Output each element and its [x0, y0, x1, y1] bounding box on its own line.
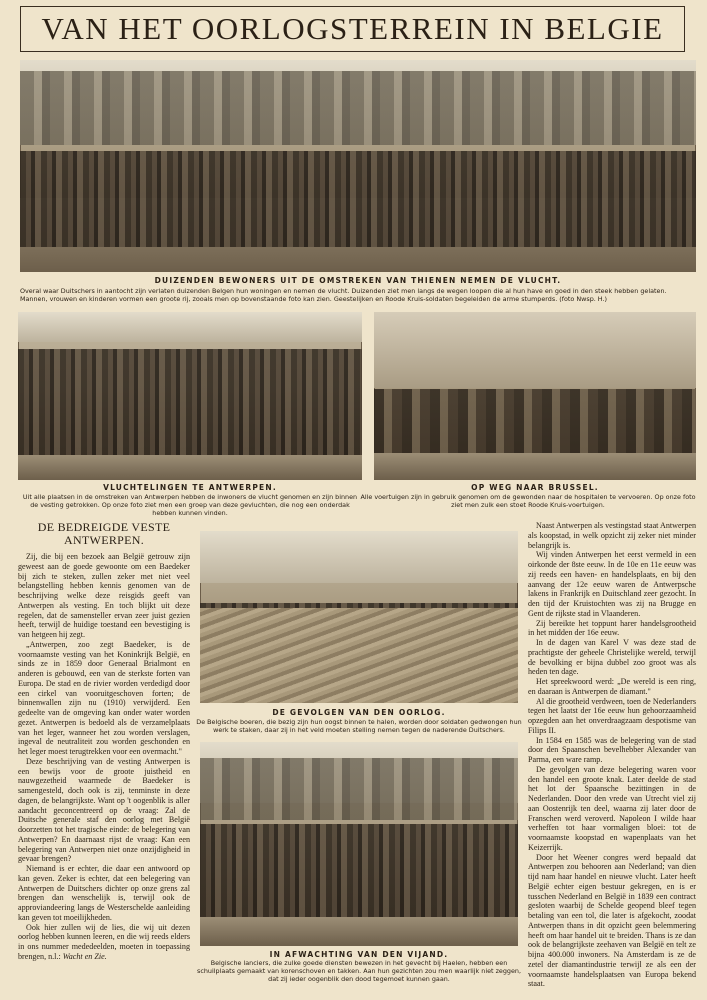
article-paragraph: Door het Weener congres werd bepaald dat Antwerpen zou behooren aan Nederland; van dien tijd nam haar handel en nieuwe vlucht. Later heeft België echter eigen bestuur gekregen, en is er tusschen Nederland en België in 1839 een contract gesloten waarbij de Schelde geopend bleef tegen betaling van een tol, die later is afgekocht, zoodat Antwerpen thans in dit opzicht geen belemmering heeft om haar handel uit te breiden. Thans is ze dan ook de belangrijkste zeehaven van België en telt ze bijna 400.000 inwoners. Na Amsterdam is ze de zetel der diamantindustrie terwijl ze als een der voornaamste handelsplaatsen van Europa bekend staat. [528, 852, 696, 989]
photo-ground [200, 917, 518, 946]
article-left-column [18, 552, 190, 962]
article-signature: Wacht en Zie. [62, 951, 107, 961]
article-paragraph: Niemand is er echter, die daar een antwoord op kan geven. Zeker is echter, dat een belegering van Antwerpen de Duitschers dichter op onze grens zal brengen dan wenschelijk is, terwijl ook de approviandeering langs de Westerschelde aanleiding kan geven tot moeilijkheden. [18, 864, 190, 922]
caption-text-bottom: Belgische lanciers, die zulke goede diensten bewezen in het gevecht bij Haelen, hebben een schuilplaats gemaakt van korenschoven en takken. Aan hun gezichten zou men waarlijk niet zeggen, dat zij ieder oogenblik den dood tegemoet kunnen gaan. [197, 959, 521, 984]
article-paragraph: In 1584 en 1585 was de belegering van de stad door den Spaanschen bevelhebber Alexander van Parma, een ware ramp. [528, 735, 696, 764]
caption-text-right: Alle voertuigen zijn in gebruik genomen om de gewonden naar de hospitalen te vervoeren. Op onze foto ziet men zulk een stoet Roode Kruis-voertuigen. [360, 493, 696, 510]
photo-sky [200, 531, 518, 583]
article-paragraph: Zij, die bij een bezoek aan België getrouw zijn geweest aan de goede gewoonte om een Baedeker bij zich te steken, zullen zeker met niet veel belangstelling hebben kennis genomen van de beschrijving welke deze reisgids geeft van Antwerpen als vesting. En toch blijkt uit deze regelen, dat de samensteller ervan zeer juist gezien heeft, terwijl de huidige toestand een bevestiging is van hetgeen hij zegt. [18, 552, 190, 639]
article-paragraph: Het spreekwoord werd: „De wereld is een ring, en daaraan is Antwerpen de diamant." [528, 677, 696, 696]
article-paragraph: Al die grootheid verdween, toen de Nederlanders tegen het laatst der 16e eeuw hun gehoorzaamheid opzegden aan het onverdraagzaam despotisme van Filips II. [528, 696, 696, 735]
photo-lancers-waiting [200, 742, 518, 946]
photo-crowd [18, 349, 362, 467]
masthead-title: VAN HET OORLOGSTERREIN IN BELGIE [20, 6, 685, 52]
photo-sky [18, 312, 362, 342]
article-paragraph: Naast Antwerpen als vestingstad staat Antwerpen als koopstad, in welk opzicht zij zeker niet minder belangrijk is. [528, 521, 696, 550]
photo-road-to-brussels [374, 312, 696, 480]
caption-title-right: OP WEG NAAR BRUSSEL. [471, 483, 599, 492]
photo-refugees-antwerp [18, 312, 362, 480]
photo-branches [200, 758, 518, 819]
article-paragraph: Deze beschrijving van de vesting Antwerpen is een bewijs voor de groote juistheid en nauwgezetheid waarmede de Baedeker is samengesteld, doch ook is zij, tenminste in deze dagen, de belangrijkste. Want op 't oogenblik is aller aandacht geconcentreerd op de vraag: Zal de Duitsche generale staf den oorlog met België doorzetten tot het tragische einde: de belegering van Antwerpen? En daarnaast rijst de vraag: Kan een belegering van Antwerpen niet onze onzijdigheid in gevaar brengen? [18, 756, 190, 864]
photo-buildings [374, 312, 696, 388]
photo-road [374, 453, 696, 480]
caption-text-middle: De Belgische boeren, die bezig zijn hun oogst binnen te halen, worden door soldaten gedwongen hun werk te staken, daar zij in het veld moeten stelling nemen tegen de naderende Duitschers. [196, 718, 522, 735]
article-heading-line2: ANTWERPEN. [64, 533, 144, 547]
photo-carriages [374, 389, 696, 456]
caption-title-bottom: IN AFWACHTING VAN DEN VIJAND. [269, 950, 449, 959]
article-paragraph: Wij vinden Antwerpen het eerst vermeld in een oirkonde der 8ste eeuw. In de 10e en 11e eeuw was zij reeds een haven- en handelsplaats, en bij den aanvang der 12e eeuw waren de Antwerpsche lakens in Frankrijk en Duitschland zeer gezocht. In den tijd der Kruistochten was zij na Brugge en Gent de rijkste stad in Vlaanderen. [528, 550, 696, 618]
article-right-column [528, 521, 696, 989]
caption-text-top: Overal waar Duitschers in aantocht zijn verlaten duizenden Belgen hun woningen en nemen de vlucht. Duizenden ziet men langs de wegen loopen die al hun have en goed in den steek hebben gelaten. Mannen, vrouwen en kinderen vormen een groote rij, zooals men op bovenstaande foto kan zien. Geestelijken en Roode Kruis-soldaten begeleiden de arme stumperds. (foto Nwsp. H.) [20, 287, 667, 304]
article-paragraph [18, 923, 190, 962]
article-paragraph: „Antwerpen, zoo zegt Baedeker, is de voornaamste vesting van het Koninkrijk België, en sinds ze in 1859 door Generaal Brialmont en anderen is gebouwd, een van de sterkste forten van Europa. De stad en de rivier worden verdedigd door een cirkel van vooruitgeschoven forten; de binnenwallen zijn nu (1910) verwijderd. Een gedeelte van de omgeving kan onder water worden gezet. Antwerpen is bedoeld als de verzamelplaats van het leger, wanneer het zou worden verslagen, ingeval de neutraliteit zou worden geschonden en het leger moest terugtrekken voor een overmacht." [18, 639, 190, 756]
photo-ground [18, 455, 362, 480]
article-paragraph: Zij bereikte het toppunt harer handelsgrootheid in het midden der 16e eeuw. [528, 618, 696, 638]
article-heading-line1: DE BEDREIGDE VESTE [37, 520, 171, 534]
article-heading [18, 521, 190, 547]
caption-text-left: Uit alle plaatsen in de omstreken van Antwerpen hebben de inwoners de vlucht genomen en zijn binnen de vesting getrokken. Op onze foto ziet men een groep van deze gevluchten, die nog een onderdak hebben kunnen vinden. [22, 493, 358, 518]
photo-farmers-field [200, 531, 518, 703]
article-paragraph: De gevolgen van deze belegering waren voor den handel een groote knak. Later deelde de stad het lot der Spaansche bezittingen in de Nederlanden. Door den vrede van Utrecht viel zij aan Oostenrijk ten deel, waarna zij later door de Franschen werd veroverd. Napoleon I wilde haar verheffen tot haar vormaligen bloei: tot de voornaamste koopstad en wapenplaats van het Keizerrijk. [528, 764, 696, 852]
photo-soldiers [200, 824, 518, 926]
article-paragraph-text: Ook hier zullen wij de lies, die wij uit dezen oorlog hebben kunnen leeren, en die wij reeds elders in ons nummer mededeelden, moeten in toepassing brengen, n.l.: [18, 922, 190, 961]
caption-title-top: DUIZENDEN BEWONERS UIT DE OMSTREKEN VAN THIENEN NEMEN DE VLUCHT. [154, 276, 562, 285]
caption-title-middle: DE GEVOLGEN VAN DEN OORLOG. [272, 708, 446, 717]
photo-crowd [20, 151, 696, 246]
article-paragraph: In de dagen van Karel V was deze stad de prachtigste der geheele Christelijke wereld, terwijl de bevolking er bijna dubbel zoo groot was als heden ten dage. [528, 638, 696, 677]
photo-trees [20, 71, 696, 145]
caption-title-left: VLUCHTELINGEN TE ANTWERPEN. [103, 483, 277, 492]
photo-field [200, 608, 518, 703]
photo-refugees-thienen [20, 60, 696, 272]
